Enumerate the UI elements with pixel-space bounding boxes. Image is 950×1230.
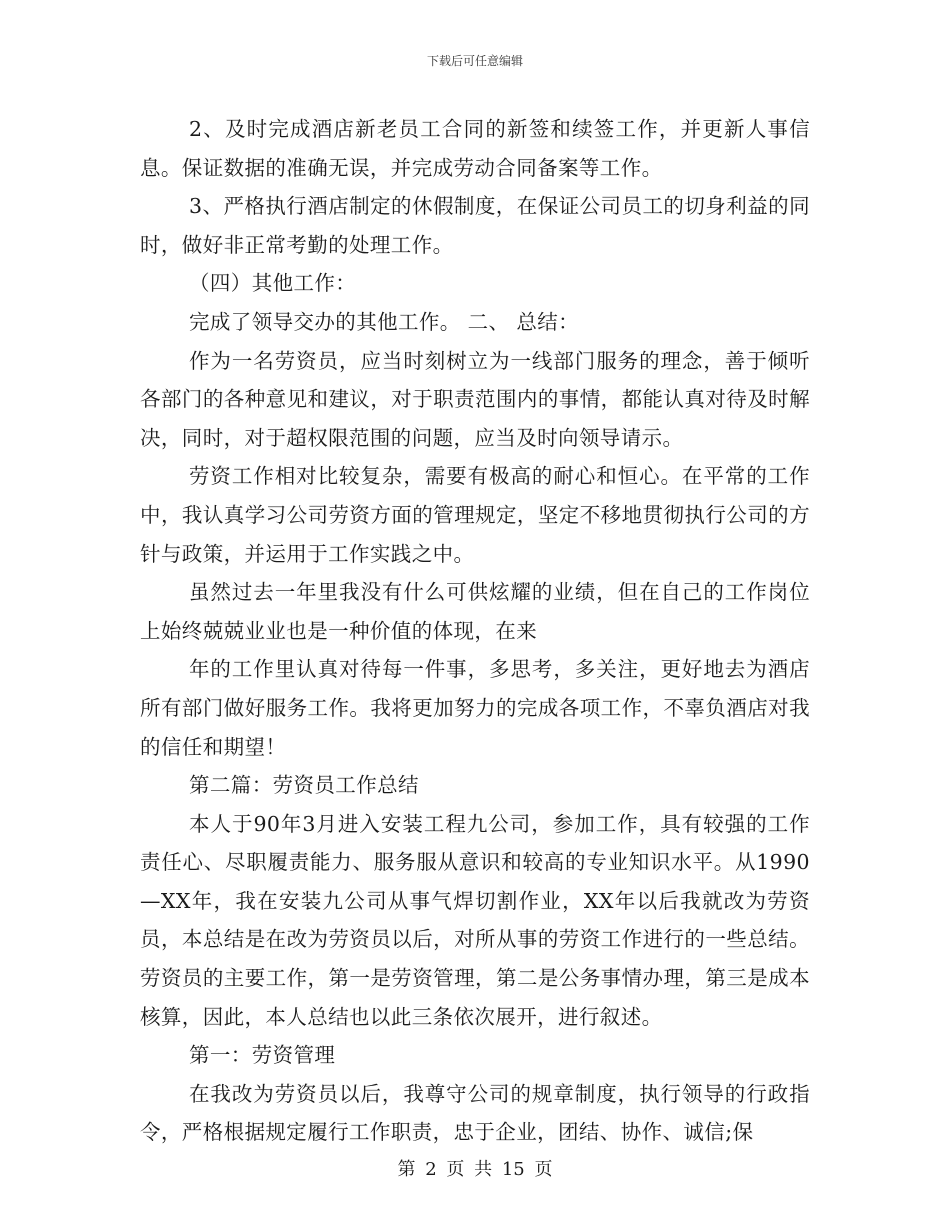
page-header: 下载后可任意编辑 <box>426 54 523 68</box>
section-heading: （四）其他工作： <box>189 271 357 296</box>
page-footer: 第 2 页 共 15 页 <box>397 1159 553 1180</box>
paragraph: 完成了领导交办的其他工作。 二、 总结： <box>189 309 580 334</box>
paragraph: 年的工作里认真对待每一件事，多思考，多关注，更好地去为酒店所有部门做好服务工作。我将更加努力的完成各项工作，不辜负酒店对我的信任和期望！ <box>140 657 810 759</box>
paragraph: 劳资工作相对比较复杂，需要有极高的耐心和恒心。在平常的工作中，我认真学习公司劳资方面的管理规定，坚定不移地贯彻执行公司的方针与政策，并运用于工作实践之中。 <box>140 464 810 566</box>
section-heading: 第二篇：劳资员工作总结 <box>189 773 419 798</box>
section-heading: 第一：劳资管理 <box>189 1043 336 1068</box>
paragraph: 3、严格执行酒店制定的休假制度，在保证公司员工的切身利益的同时，做好非正常考勤的处理工作。 <box>140 194 810 257</box>
paragraph: 作为一名劳资员，应当时刻树立为一线部门服务的理念，善于倾听各部门的各种意见和建议，对于职责范围内的事情，都能认真对待及时解决，同时，对于超权限范围的问题，应当及时向领导请示。 <box>140 348 810 450</box>
document-body <box>140 110 810 1152</box>
paragraph: 本人于90年3月进入安装工程九公司，参加工作，具有较强的工作责任心、尽职履责能力、服务服从意识和较高的专业知识水平。从1990—XX年，我在安装九公司从事气焊切割作业，XX年以后我就改为劳资员，本总结是在改为劳资员以后，对所从事的劳资工作进行的一些总结。劳资员的主要工作，第一是劳资管理，第二是公务事情办理，第三是成本核算，因此，本人总结也以此三条依次展开，进行叙述。 <box>140 811 810 1029</box>
paragraph: 在我改为劳资员以后，我尊守公司的规章制度，执行领导的行政指令，严格根据规定履行工作职责，忠于企业，团结、协作、诚信;保 <box>140 1081 810 1145</box>
paragraph: 2、及时完成酒店新老员工合同的新签和续签工作，并更新人事信息。保证数据的准确无误，并完成劳动合同备案等工作。 <box>140 117 810 180</box>
paragraph: 虽然过去一年里我没有什么可供炫耀的业绩，但在自己的工作岗位上始终兢兢业业也是一种价值的体现，在来 <box>140 580 810 643</box>
